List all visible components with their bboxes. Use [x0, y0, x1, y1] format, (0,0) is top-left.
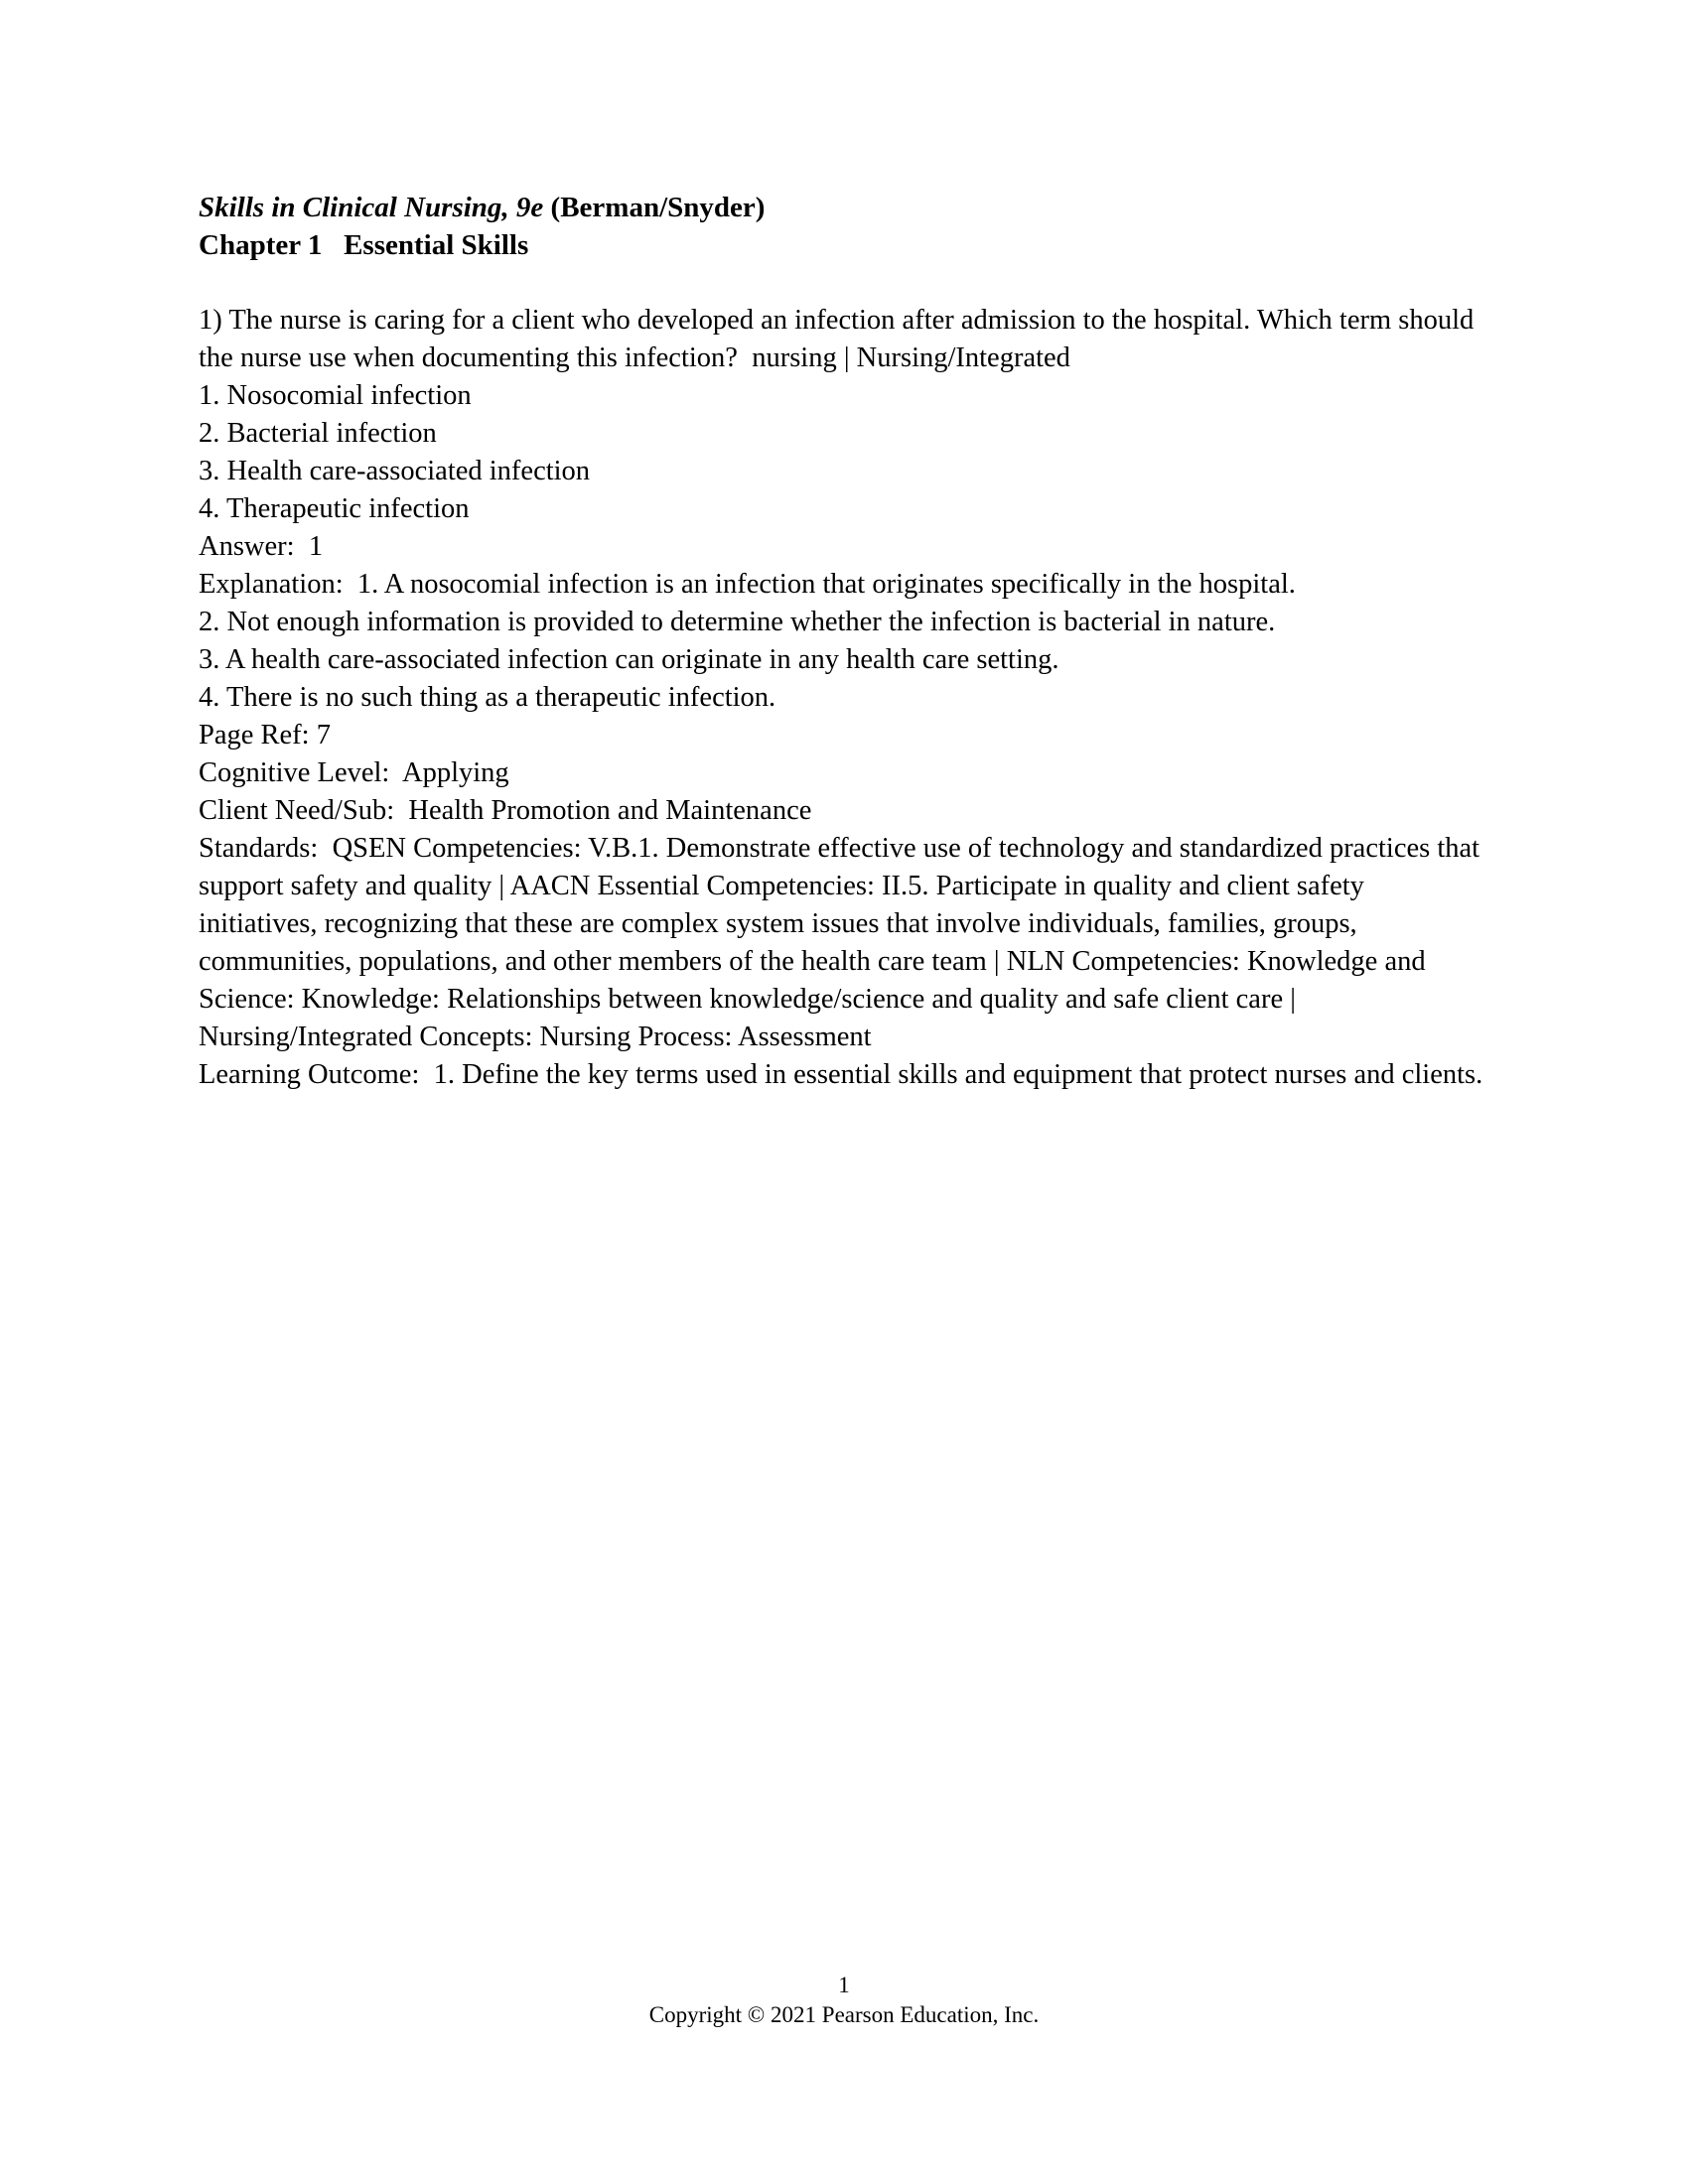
- chapter-heading: Chapter 1 Essential Skills: [199, 229, 529, 261]
- book-title-line: [199, 189, 1489, 226]
- explanation-line-1: Explanation: 1. A nosocomial infection is an infection that originates specifically in the hospital.: [199, 569, 1296, 600]
- book-authors: (Berman/Snyder): [543, 192, 766, 223]
- question-block: [199, 302, 1489, 1094]
- document-content: [199, 189, 1489, 1094]
- explanation-line-3: 3. A health care-associated infection can originate in any health care setting.: [199, 644, 1059, 675]
- page-footer: [0, 1971, 1688, 2030]
- explanation-line-4: 4. There is no such thing as a therapeutic infection.: [199, 682, 776, 713]
- question-stem: 1) The nurse is caring for a client who developed an infection after admission to the hospital. Which term should the nurse use when documenting this infection? nursing | Nursing/Integrated: [199, 305, 1481, 373]
- learning-outcome-line: Learning Outcome: 1. Define the key terms used in essential skills and equipment that protect nurses and clients.: [199, 1059, 1483, 1090]
- book-title: Skills in Clinical Nursing, 9e: [199, 192, 544, 223]
- page-number: 1: [838, 1973, 850, 1997]
- explanation-line-2: 2. Not enough information is provided to determine whether the infection is bacterial in nature.: [199, 607, 1276, 637]
- option-4: 4. Therapeutic infection: [199, 493, 470, 524]
- answer-line: Answer: 1: [199, 531, 324, 562]
- page-ref-line: Page Ref: 7: [199, 720, 331, 751]
- option-1: 1. Nosocomial infection: [199, 380, 472, 411]
- standards-line: Standards: QSEN Competencies: V.B.1. Demonstrate effective use of technology and standardized practices that support safety and quality | AACN Essential Competencies: II.5. Participate in quality and client safety initiatives, recognizing that these are complex system issues that involve individuals, families, groups, communities, populations, and other members of the health care team | NLN Competencies: Knowledge and Science: Knowledge: Relationships between knowledge/science and quality and safe client care | Nursing/Integrated Concepts: Nursing Process: Assessment: [199, 833, 1487, 1052]
- heading-spacer: [199, 264, 1489, 302]
- copyright-notice: Copyright © 2021 Pearson Education, Inc.: [648, 2002, 1040, 2027]
- option-3: 3. Health care-associated infection: [199, 456, 591, 486]
- client-need-line: Client Need/Sub: Health Promotion and Maintenance: [199, 795, 812, 826]
- cognitive-level-line: Cognitive Level: Applying: [199, 757, 509, 788]
- option-2: 2. Bacterial infection: [199, 418, 437, 449]
